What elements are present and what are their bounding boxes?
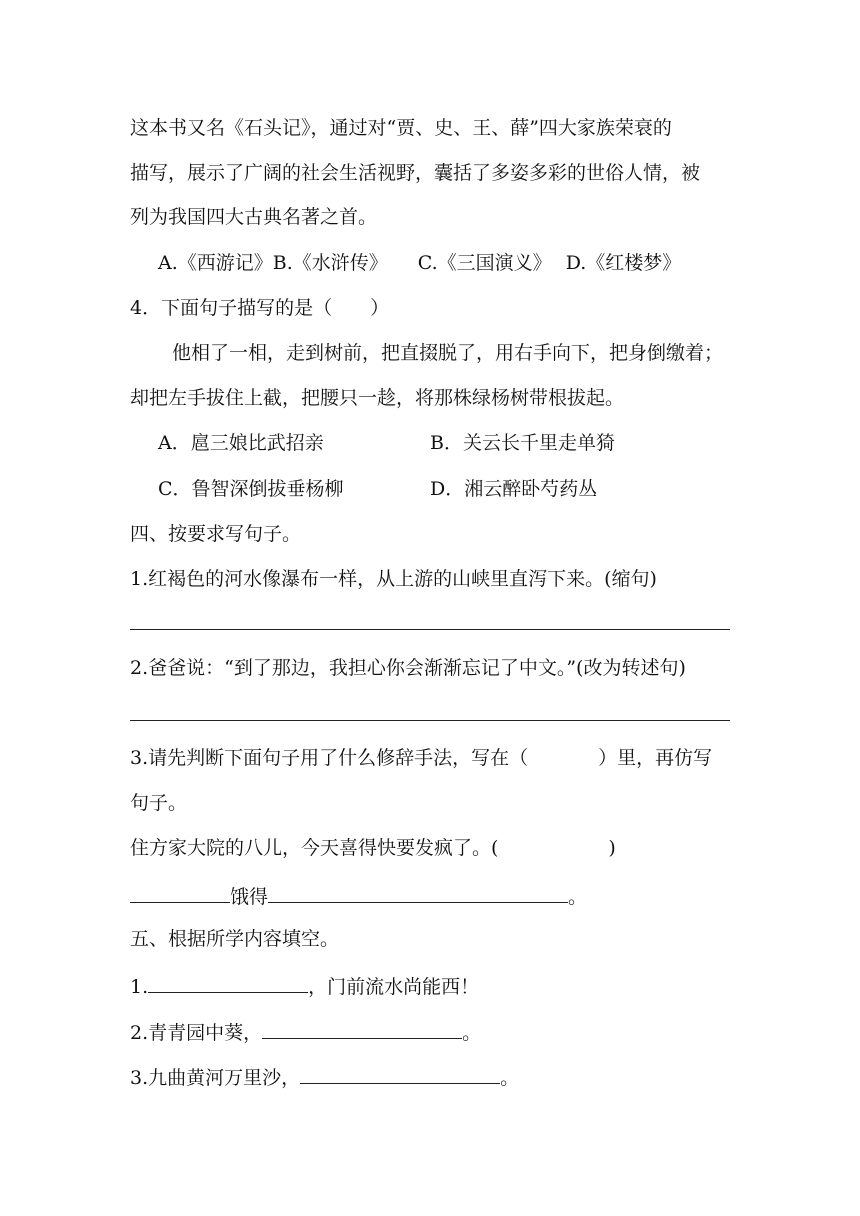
- imitation-blank-2[interactable]: [268, 882, 568, 903]
- q4-passage-line-1: 他相了一相，走到树前，把直掇脱了，用右手向下，把身倒缴着；: [172, 342, 724, 364]
- fill-blank-2[interactable]: [262, 1018, 462, 1039]
- q4-option-a[interactable]: A．扈三娘比武招亲: [158, 432, 324, 454]
- q4-option-b[interactable]: B．关云长千里走单猗: [430, 432, 615, 454]
- fill-blank-1[interactable]: [148, 972, 308, 993]
- q3-passage-line-1: 这本书又名《石头记》，通过对“贾、史、王、薛”四大家族荣衰的: [130, 117, 672, 139]
- section-5-title: 五、根据所学内容填空。: [130, 928, 340, 950]
- section-4-title: 四、按要求写句子。: [130, 523, 302, 545]
- section-4-item-2: 2.爸爸说：“到了那边，我担心你会渐渐忘记了中文。”(改为转述句): [130, 657, 686, 679]
- section-5-item-2-suffix: 。: [462, 1022, 482, 1044]
- section-4-item-3-line-2: 句子。: [130, 792, 188, 814]
- q3-passage-line-3: 列为我国四大古典名著之首。: [130, 206, 378, 228]
- example-sentence-text: 住方家大院的八儿，今天喜得快要发疯了。(: [130, 837, 499, 859]
- q3-passage-line-2: 描写，展示了广阔的社会生活视野，囊括了多姿多彩的世俗人情，被: [130, 162, 701, 184]
- section-5-item-2: [130, 1018, 481, 1045]
- section-5-item-3-prefix: 3.九曲黄河万里沙，: [130, 1067, 301, 1089]
- imitation-sentence: [130, 882, 587, 909]
- fill-blank-3[interactable]: [300, 1063, 500, 1084]
- answer-line-2[interactable]: [130, 720, 730, 721]
- example-sentence: [130, 836, 616, 860]
- example-close-paren: ): [608, 837, 616, 859]
- section-4-item-1: 1.红褐色的河水像瀑布一样，从上游的山峡里直泻下来。(缩句): [130, 568, 657, 590]
- q4-passage-line-2: 却把左手拔住上截，把腰只一趁，将那株绿杨树带根拔起。: [130, 387, 625, 409]
- section-5-item-3: [130, 1063, 519, 1090]
- section-5-item-2-prefix: 2.青青园中葵，: [130, 1022, 263, 1044]
- section-4-item-3-text-b: ）里，再仿写: [598, 747, 713, 769]
- q3-options-row: [158, 251, 681, 275]
- section-5-item-1-prefix: 1.: [130, 976, 149, 998]
- q4-stem: 4．下面句子描写的是（ ）: [130, 297, 390, 319]
- imitation-blank-1[interactable]: [130, 882, 230, 903]
- imitation-mid-text: 饿得: [230, 886, 269, 908]
- q4-option-c[interactable]: C．鲁智深倒拔垂杨柳: [158, 478, 344, 500]
- q3-option-c[interactable]: C.《三国演义》: [417, 252, 552, 274]
- section-5-item-3-suffix: 。: [500, 1067, 520, 1089]
- section-5-item-1-suffix: ，门前流水尚能西！: [308, 976, 480, 998]
- section-4-item-3-line-1: [130, 746, 712, 770]
- imitation-end-text: 。: [568, 886, 588, 908]
- q3-option-d[interactable]: D.《红楼梦》: [565, 252, 682, 274]
- section-4-item-3-text-a: 3.请先判断下面句子用了什么修辞手法，写在（: [130, 747, 529, 769]
- answer-line-1[interactable]: [130, 629, 730, 630]
- section-5-item-1: [130, 972, 479, 999]
- q4-option-d[interactable]: D．湘云醉卧芍药丛: [430, 478, 598, 500]
- q3-option-a[interactable]: A.《西游记》: [158, 252, 273, 274]
- q3-option-b[interactable]: B.《水浒传》: [272, 252, 388, 274]
